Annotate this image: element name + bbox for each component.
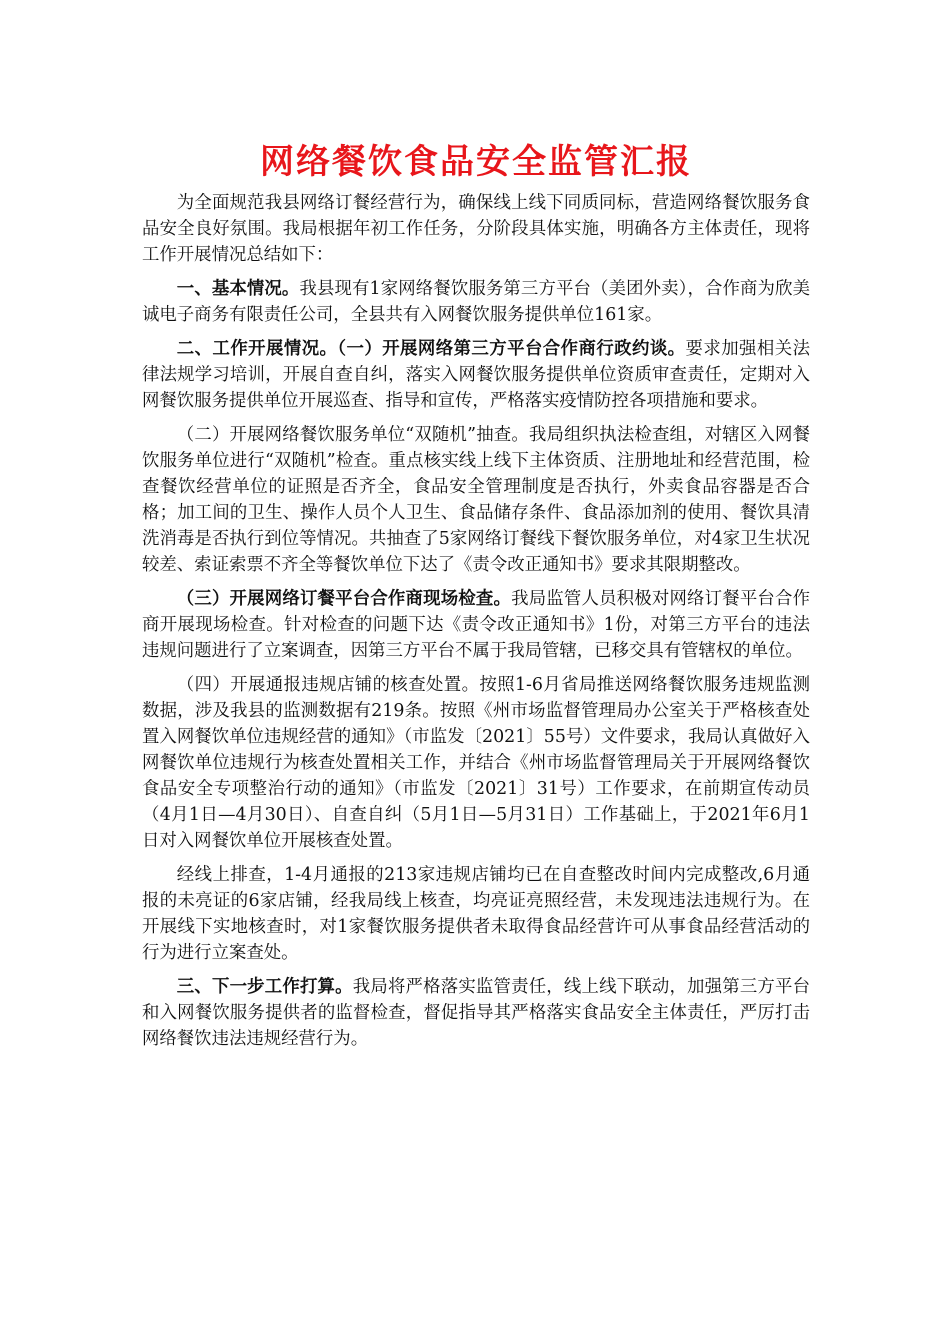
- section-heading-next: 三、下一步工作打算。: [176, 977, 353, 997]
- paragraph-online-check-results: [142, 862, 810, 966]
- subsection-body-random: （二）开展网络餐饮服务单位“双随机”抽查。我局组织执法检查组，对辖区入网餐饮服务单位进行“双随机”检查。重点核实线上线下主体资质、注册地址和经营范围，检查餐饮经营单位的证照是否齐全，食品安全管理制度是否执行，外卖食品容器是否合格；加工间的卫生、操作人员个人卫生、食品储存条件、食品添加剂的使用、餐饮具清洗消毒是否执行到位等情况。共抽查了5家网络订餐线下餐饮服务单位，对4家卫生状况较差、索证索票不齐全等餐饮单位下达了《责令改正通知书》要求其限期整改。: [142, 425, 810, 575]
- document-page: [142, 140, 810, 1060]
- section-body-work: 要求加强相关法律法规学习培训，开展自查自纠，落实入网餐饮服务提供单位资质审查责任，定期对入网餐饮服务提供单位开展巡查、指导和宣传，严格落实疫情防控各项措施和要求。: [142, 339, 810, 411]
- paragraph-body-online-check: 经线上排查，1-4月通报的213家违规店铺均已在自查整改时间内完成整改,6月通报的未亮证的6家店铺，经我局线上核查，均亮证亮照经营，未发现违法违规行为。在开展线下实地核查时，对1家餐饮服务提供者未取得食品经营许可从事食品经营活动的行为进行立案查处。: [142, 865, 810, 963]
- subsection-onsite-inspection: [142, 586, 810, 664]
- section-next-steps: [142, 974, 810, 1052]
- subsection-random-inspection: [142, 422, 810, 578]
- section-body-basic: 我县现有1家网络餐饮服务第三方平台（美团外卖），合作商为欣美诚电子商务有限责任公司，全县共有入网餐饮服务提供单位161家。: [142, 279, 810, 325]
- document-title: 网络餐饮食品安全监管汇报: [260, 142, 692, 182]
- subsection-heading-onsite: （三）开展网络订餐平台合作商现场检查。: [176, 589, 512, 609]
- section-body-next: 我局将严格落实监管责任，线上线下联动，加强第三方平台和入网餐饮服务提供者的监督检查，督促指导其严格落实食品安全主体责任，严厉打击网络餐饮违法违规经营行为。: [142, 977, 810, 1049]
- intro-paragraph: [142, 190, 810, 268]
- subsection-body-violation: （四）开展通报违规店铺的核查处置。按照1-6月省局推送网络餐饮服务违规监测数据，涉及我县的监测数据有219条。按照《州市场监督管理局办公室关于严格核查处置入网餐饮单位违规经营的通知》（市监发〔2021〕55号）文件要求，我局认真做好入网餐饮单位违规行为核查处置相关工作，并结合《州市场监督管理局关于开展网络餐饮食品安全专项整治行动的通知》（市监发〔2021〕31号）工作要求，在前期宣传动员（4月1日—4月30日）、自查自纠（5月1日—5月31日）工作基础上，于2021年6月1日对入网餐饮单位开展核查处置。: [142, 675, 810, 851]
- section-basic-situation: [142, 276, 810, 328]
- section-heading-basic: 一、基本情况。: [176, 279, 300, 299]
- intro-text: 为全面规范我县网络订餐经营行为，确保线上线下同质同标，营造网络餐饮服务食品安全良好氛围。我局根据年初工作任务，分阶段具体实施，明确各方主体责任，现将工作开展情况总结如下：: [142, 193, 810, 265]
- section-heading-work: 二、工作开展情况。（一）开展网络第三方平台合作商行政约谈。: [176, 339, 686, 359]
- section-work-progress: [142, 336, 810, 414]
- subsection-violation-verification: [142, 672, 810, 854]
- subsection-body-onsite: 我局监管人员积极对网络订餐平台合作商开展现场检查。针对检查的问题下达《责令改正通知书》1份，对第三方平台的违法违规问题进行了立案调查，因第三方平台不属于我局管辖，已移交具有管辖权的单位。: [142, 589, 810, 661]
